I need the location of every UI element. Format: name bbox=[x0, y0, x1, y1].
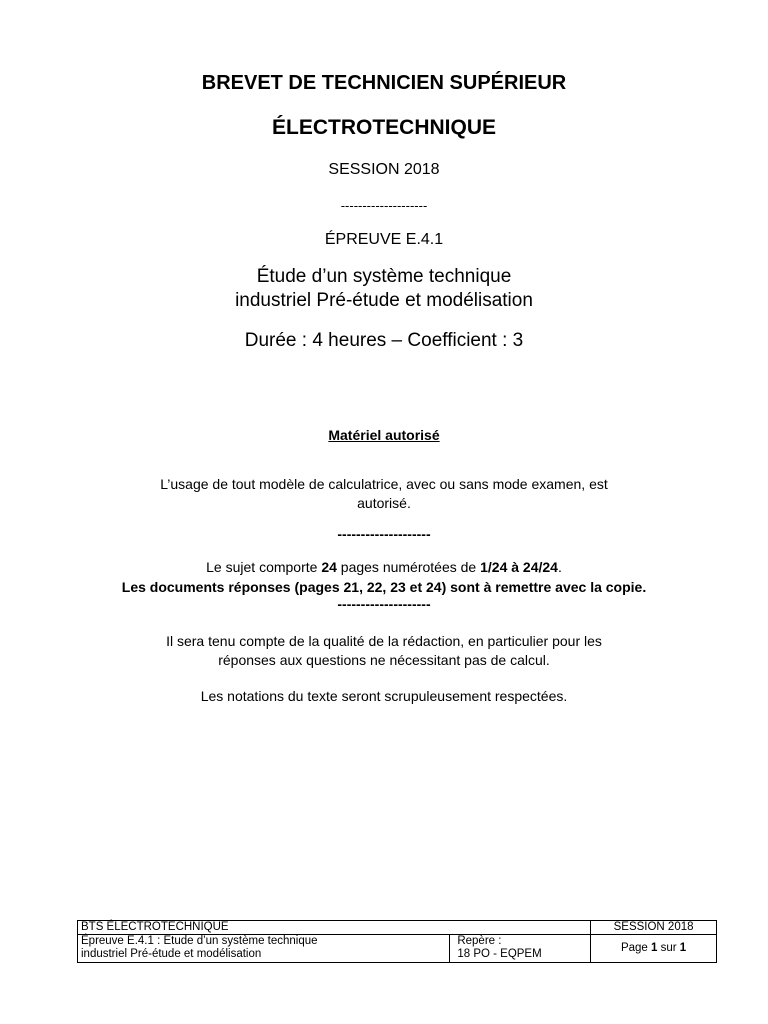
footer-bts: BTS ÉLECTROTECHNIQUE bbox=[78, 921, 591, 935]
separator: -------------------- bbox=[337, 526, 431, 542]
notes-line-2: réponses aux questions ne nécessitant pas de calcul. bbox=[218, 652, 550, 668]
separator: -------------------- bbox=[340, 198, 428, 213]
materiel-text bbox=[0, 475, 768, 513]
speciality-title: ÉLECTROTECHNIQUE bbox=[271, 116, 496, 139]
pages-count: 24 bbox=[321, 559, 337, 575]
duration-coefficient: Durée : 4 heures – Coefficient : 3 bbox=[244, 330, 524, 351]
separator: -------------------- bbox=[337, 596, 431, 612]
materiel-line-1: L’usage de tout modèle de calculatrice, avec ou sans mode examen, est bbox=[160, 476, 608, 492]
notes-line-1: Il sera tenu compte de la qualité de la rédaction, en particulier pour les bbox=[166, 633, 602, 649]
pages-range: 1/24 à 24/24 bbox=[480, 559, 558, 575]
subject-title bbox=[0, 265, 768, 313]
materiel-line-2: autorisé. bbox=[357, 495, 411, 511]
exam-title: BREVET DE TECHNICIEN SUPÉRIEUR bbox=[201, 72, 567, 94]
materiel-heading: Matériel autorisé bbox=[328, 427, 440, 443]
session-label: SESSION 2018 bbox=[328, 161, 440, 178]
footer-session: SESSION 2018 bbox=[591, 921, 717, 935]
footer-page-number: Page 1 sur 1 bbox=[591, 935, 717, 963]
footer-table bbox=[77, 920, 717, 963]
documents-reponses: Les documents réponses (pages 21, 22, 23 et 24) sont à remettre avec la copie. bbox=[121, 579, 647, 595]
subject-line-1: Étude d’un système technique bbox=[256, 266, 512, 287]
notes-redaction bbox=[0, 632, 768, 670]
sujet-pages: Le sujet comporte 24 pages numérotées de 1/24 à 24/24. bbox=[206, 559, 562, 575]
notes-notations: Les notations du texte seront scrupuleusement respectées. bbox=[200, 688, 568, 704]
footer-repere: Repère : 18 PO - EQPEM bbox=[450, 935, 591, 963]
subject-line-2: industriel Pré-étude et modélisation bbox=[235, 290, 533, 311]
footer-epreuve: Épreuve E.4.1 : Etude d’un système technique industriel Pré-étude et modélisation bbox=[78, 935, 450, 963]
epreuve-label: ÉPREUVE E.4.1 bbox=[324, 231, 444, 248]
